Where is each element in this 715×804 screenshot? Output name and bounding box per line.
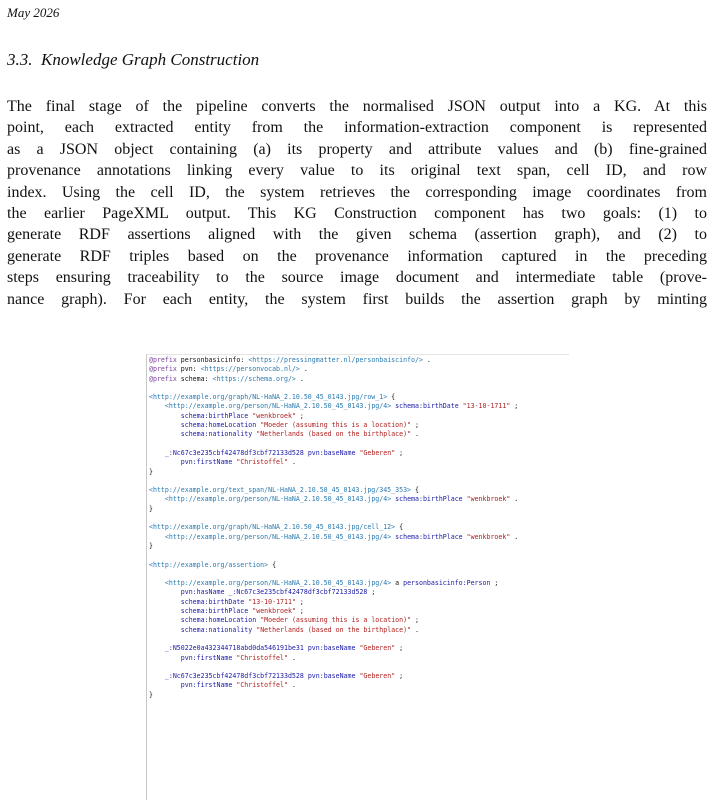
code-line — [149, 635, 569, 644]
code-line — [149, 514, 569, 523]
code-line: schema:homeLocation "Moeder (assuming this is a location)" ; — [180, 421, 419, 430]
paragraph-line: steps ensuring traceability to the source image document and intermediate table (prove- — [7, 269, 707, 287]
code-line: } — [149, 541, 153, 550]
code-line — [149, 570, 569, 579]
trig-code-figure — [146, 354, 569, 800]
code-line: <http://example.org/person/NL-HaNA_2.10.50_45_0143.jpg/4> schema:birthDate "13-10-1711" ; — [164, 402, 519, 411]
code-line: _:Nc67c3e235cbf42478df3cbf72133d528 pvn:baseName "Geberen" ; — [164, 672, 404, 681]
code-line: @prefix schema: <https://schema.org/> . — [149, 374, 304, 383]
code-line: <http://example.org/person/NL-HaNA_2.10.50_45_0143.jpg/4> a personbasicinfo:Person ; — [164, 579, 499, 588]
paragraph-line: nance graph). For each entity, the system first builds the assertion graph by minting — [7, 290, 707, 308]
code-line: _:N5022e0a432344718abd0da546191be31 pvn:baseName "Geberen" ; — [164, 644, 404, 653]
paragraph-line: as a JSON object containing (a) its property and attribute values and (b) fine-grained — [7, 140, 707, 158]
paragraph-line: point, each extracted entity from the information-extraction component is represented — [7, 119, 707, 137]
code-line — [149, 384, 569, 393]
paragraph-line: generate RDF triples based on the provenance information captured in the preceding — [7, 247, 707, 265]
code-line: <http://example.org/graph/NL-HaNA_2.10.50_45_0143.jpg/row_1> { — [149, 393, 396, 402]
code-line — [149, 551, 569, 560]
code-line: schema:birthPlace "wenkbroek" ; — [180, 607, 304, 616]
section-title-text: Knowledge Graph Construction — [41, 50, 260, 69]
code-line: _:Nc67c3e235cbf42478df3cbf72133d528 pvn:baseName "Geberen" ; — [164, 448, 404, 457]
code-line — [149, 440, 569, 449]
code-line: <http://example.org/person/NL-HaNA_2.10.50_45_0143.jpg/4> schema:birthPlace "wenkbroek" . — [164, 495, 519, 504]
section-number: 3.3. — [7, 50, 33, 69]
running-head: May 2026 — [7, 5, 60, 20]
code-line: schema:homeLocation "Moeder (assuming this is a location)" ; — [180, 616, 419, 625]
code-line: <http://example.org/assertion> { — [149, 560, 277, 569]
code-line: schema:birthPlace "wenkbroek" ; — [180, 411, 304, 420]
paragraph-line: generate RDF assertions aligned with the given schema (assertion graph), and (2) to — [7, 226, 707, 244]
paragraph-line: provenance annotations linking every value to its original text span, cell ID, and row — [7, 162, 707, 180]
section-title — [7, 50, 259, 70]
code-line: schema:nationality "Netherlands (based on the birthplace)" . — [180, 430, 419, 439]
code-line: pvn:firstName "Christoffel" . — [180, 458, 296, 467]
code-line: <http://example.org/text_span/NL-HaNA_2.10.50_45_0143.jpg/345_353> { — [149, 486, 419, 495]
paragraph-line: index. Using the cell ID, the system retrieves the corresponding image coordinates from — [7, 183, 707, 201]
code-line — [149, 477, 569, 486]
code-line: pvn:firstName "Christoffel" . — [180, 653, 296, 662]
code-line: schema:birthDate "13-10-1711" ; — [180, 597, 304, 606]
code-line: pvn:hasName _:Nc67c3e235cbf42478df3cbf72133d528 ; — [180, 588, 376, 597]
code-line: <http://example.org/graph/NL-HaNA_2.10.50_45_0143.jpg/cell_12> { — [149, 523, 404, 532]
body-paragraph — [7, 96, 707, 310]
code-line: pvn:firstName "Christoffel" . — [180, 681, 296, 690]
code-line: <http://example.org/person/NL-HaNA_2.10.50_45_0143.jpg/4> schema:birthPlace "wenkbroek" . — [164, 532, 519, 541]
code-line: } — [149, 467, 153, 476]
code-line: schema:nationality "Netherlands (based on the birthplace)" . — [180, 625, 419, 634]
paragraph-line: The final stage of the pipeline converts the normalised JSON output into a KG. At this — [7, 98, 707, 115]
paragraph-line: the earlier PageXML output. This KG Construction component has two goals: (1) to — [7, 205, 707, 223]
code-line: @prefix personbasicinfo: <https://pressingmatter.nl/personbaiscinfo/> . — [149, 356, 431, 364]
code-line: @prefix pvn: <https://personvocab.nl/> . — [149, 365, 308, 374]
code-line: } — [149, 504, 153, 513]
code-line: } — [149, 690, 153, 699]
code-line — [149, 663, 569, 672]
